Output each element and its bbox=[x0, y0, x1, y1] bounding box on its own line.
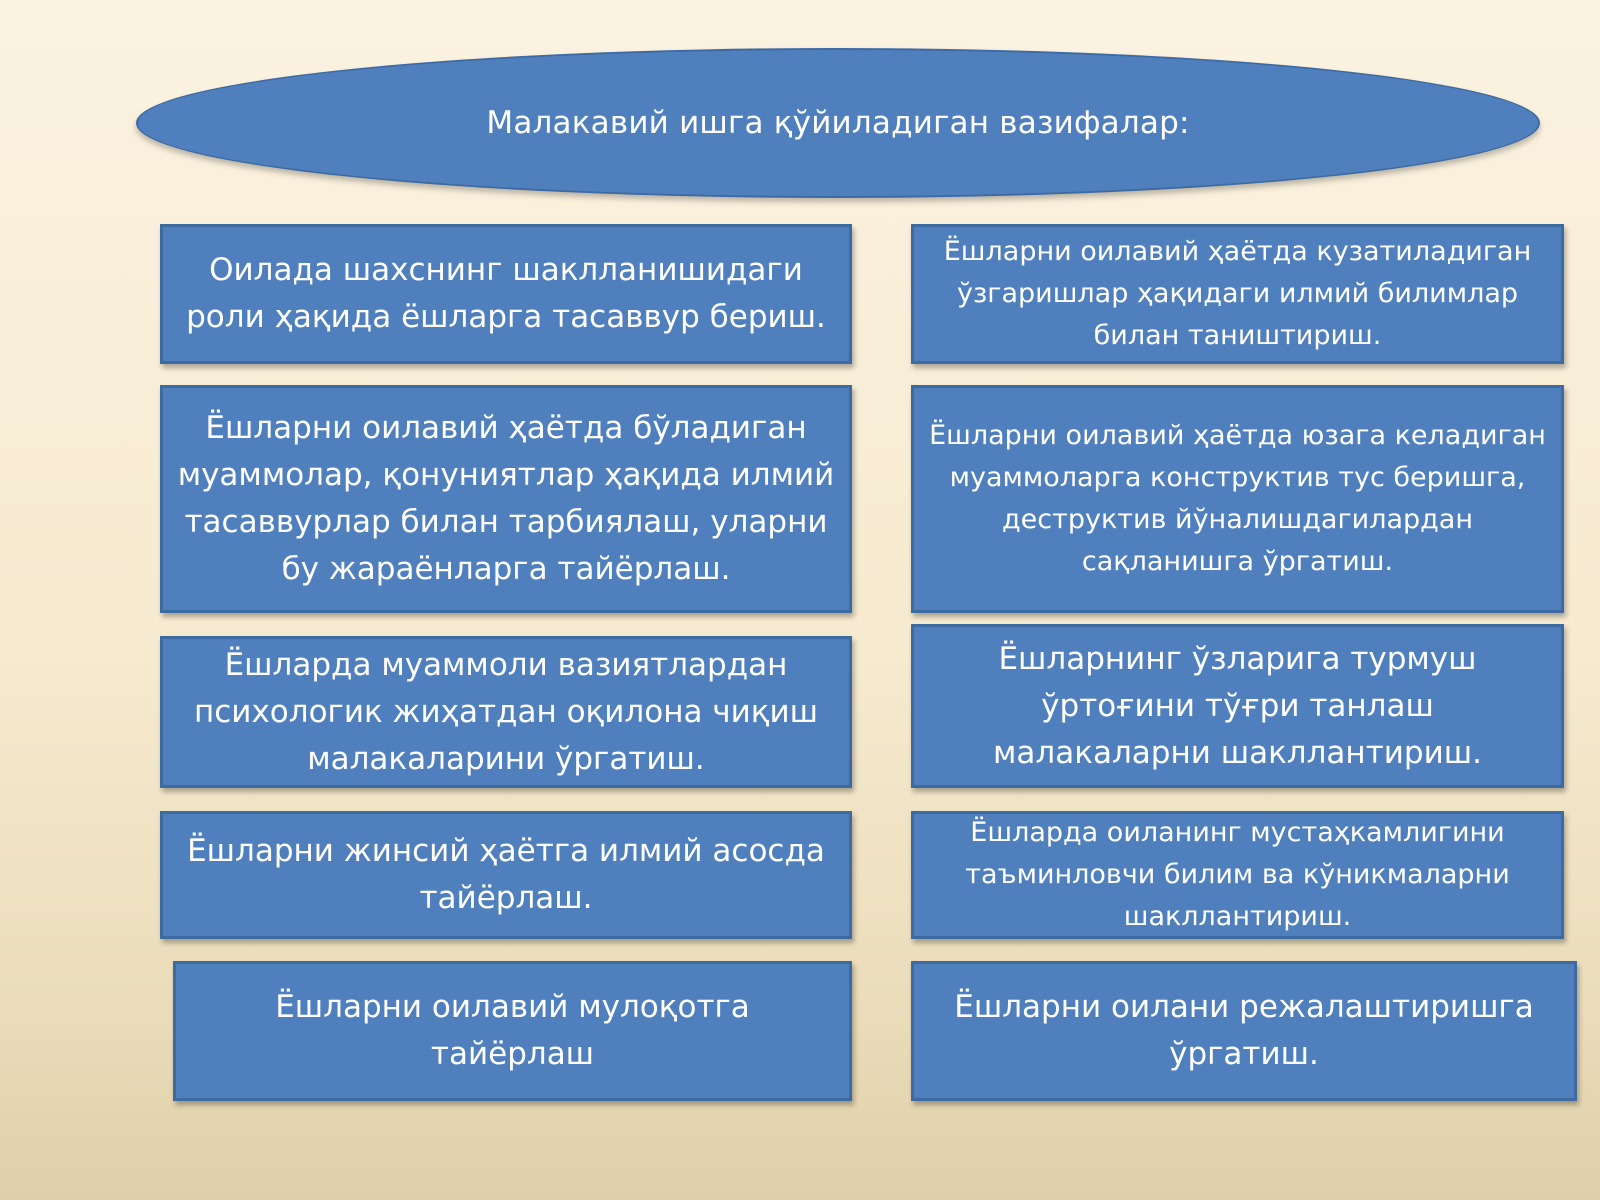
left-box-3 bbox=[160, 636, 852, 788]
left-box-2-text: Ёшларни оилавий ҳаётда бўладиган муаммолар, қонуниятлар ҳақида илмий тасаввурлар билан тарбиялаш, уларни бу жараёнларга тайёрлаш. bbox=[177, 410, 835, 587]
right-box-5-text: Ёшларни оилани режалаштиришга ўргатиш. bbox=[954, 989, 1534, 1072]
right-box-3 bbox=[911, 624, 1564, 788]
diagram-title: Малакавий ишга қўйиладиган вазифалар: bbox=[486, 105, 1190, 141]
left-box-3-text: Ёшларда муаммоли вазиятлардан психологик жиҳатдан оқилона чиқиш малакаларини ўргатиш. bbox=[193, 646, 819, 777]
right-box-4-text: Ёшларда оиланинг мустаҳкамлигини таъминловчи билим ва кўникмаларни шакллантириш. bbox=[965, 817, 1510, 932]
left-box-1-text: Оилада шахснинг шаклланишидаги роли ҳақида ёшларга тасаввур бериш. bbox=[186, 252, 826, 335]
right-box-1-text: Ёшларни оилавий ҳаётда кузатиладиган ўзгаришлар ҳақидаги илмий билимлар билан таништириш. bbox=[943, 236, 1532, 351]
right-box-2-text: Ёшларни оилавий ҳаётда юзага келадиган муаммоларга конструктив тус беришга, деструктив йўналишдагилардан сақланишга ўргатиш. bbox=[929, 420, 1546, 577]
right-box-1 bbox=[911, 224, 1564, 364]
left-box-4-text: Ёшларни жинсий ҳаётга илмий асосда тайёрлаш. bbox=[187, 833, 825, 916]
left-box-5 bbox=[173, 961, 852, 1101]
right-box-4 bbox=[911, 811, 1564, 939]
left-box-5-text: Ёшларни оилавий мулоқотга тайёрлаш bbox=[275, 989, 750, 1072]
left-box-1 bbox=[160, 224, 852, 364]
left-box-2 bbox=[160, 385, 852, 613]
right-box-2 bbox=[911, 385, 1564, 613]
right-box-3-text: Ёшларнинг ўзларига турмуш ўртоғини тўғри танлаш малакаларни шакллантириш. bbox=[993, 640, 1482, 771]
title-ellipse bbox=[136, 48, 1540, 198]
right-box-5 bbox=[911, 961, 1577, 1101]
left-box-4 bbox=[160, 811, 852, 939]
